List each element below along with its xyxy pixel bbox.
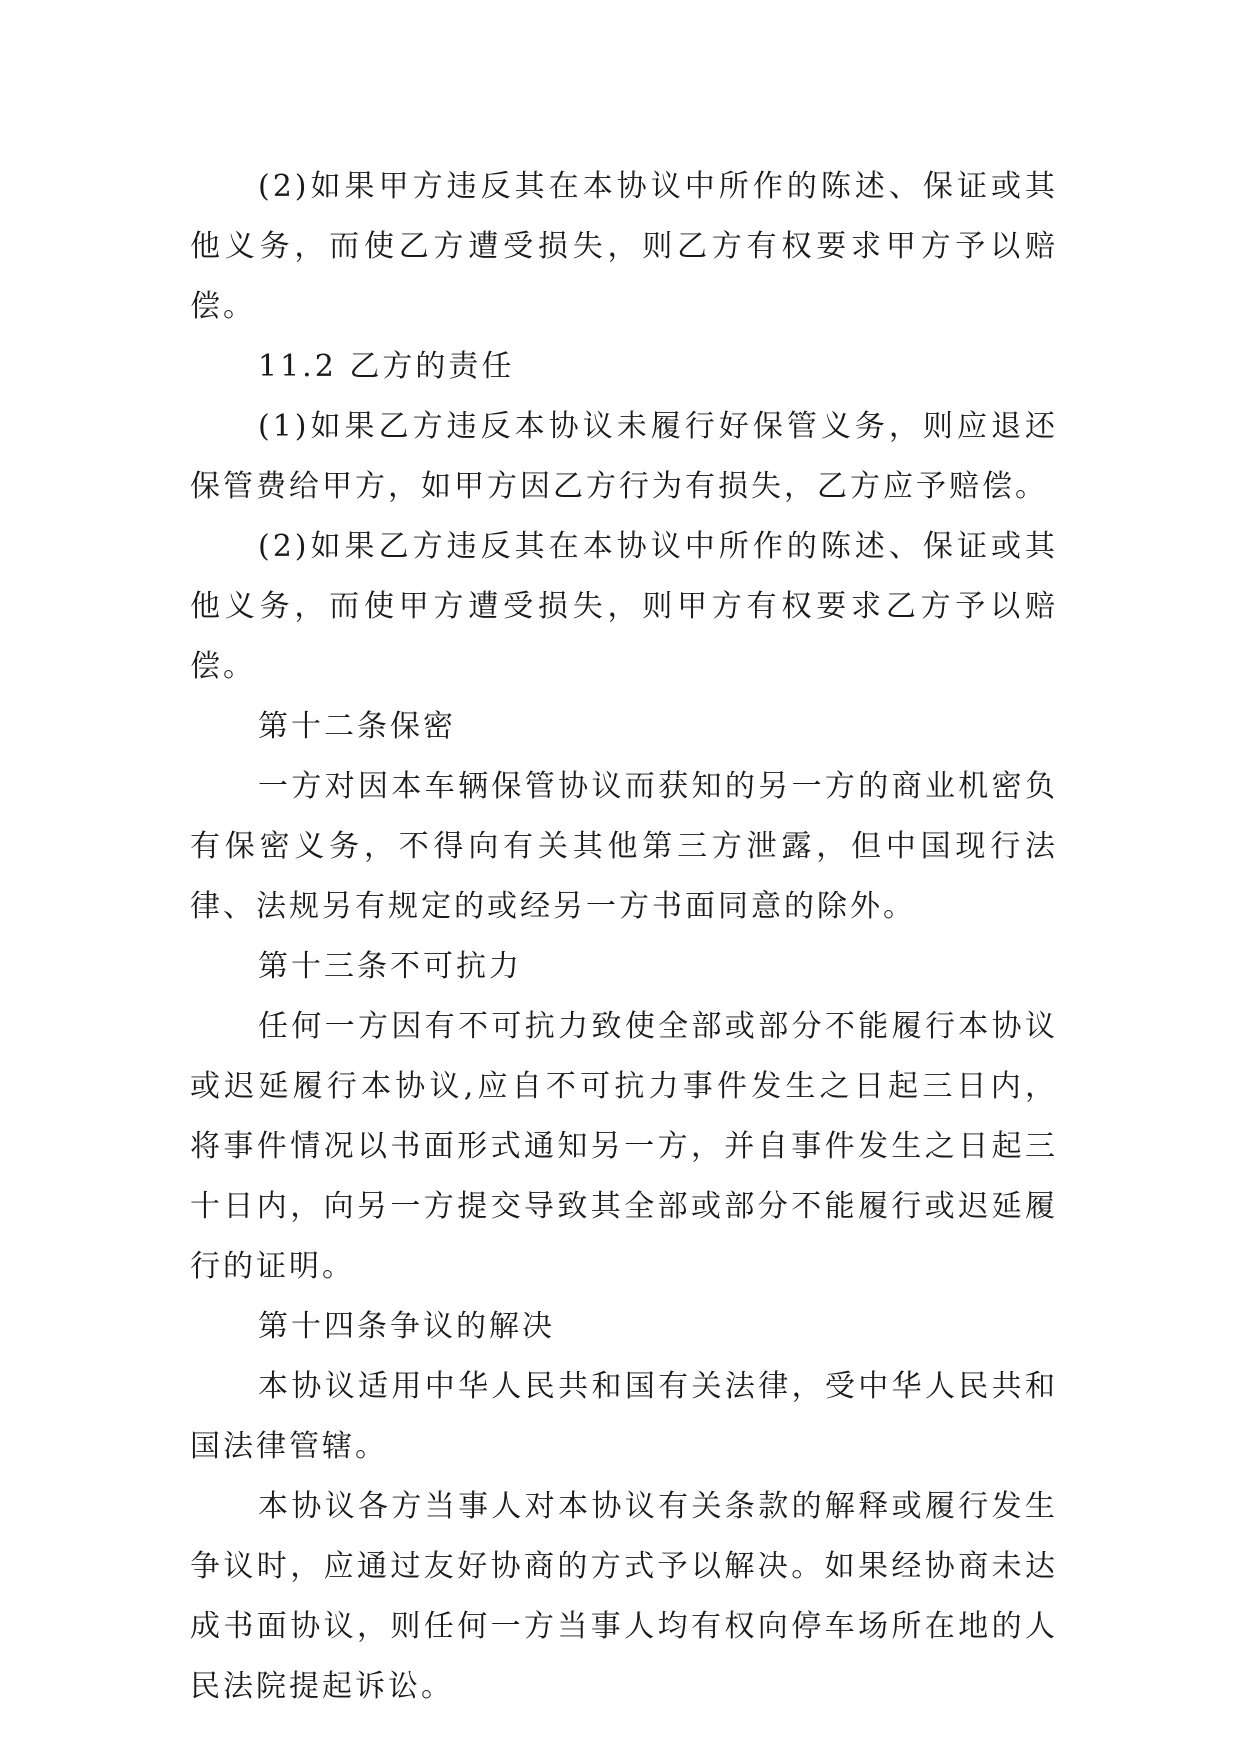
- article-13-heading: 第十三条不可抗力: [258, 949, 522, 984]
- article-13-text: 任何一方因有不可抗力致使全部或部分不能履行本协议或迟延履行本协议,应自不可抗力事件发生之日起三日内，将事件情况以书面形式通知另一方，并自事件发生之日起三十日内，向另一方提交导致其全部或部分不能履行或迟延履行的证明。: [190, 1009, 1058, 1284]
- clause-11-2-heading: 11.2 乙方的责任: [258, 349, 515, 384]
- clause-11-1-2-text: (2)如果甲方违反其在本协议中所作的陈述、保证或其他义务，而使乙方遭受损失，则乙方有权要求甲方予以赔偿。: [190, 169, 1058, 324]
- article-14-text-2: 本协议各方当事人对本协议有关条款的解释或履行发生争议时，应通过友好协商的方式予以解决。如果经协商未达成书面协议，则任何一方当事人均有权向停车场所在地的人民法院提起诉讼。: [190, 1489, 1058, 1704]
- clause-11-2-2-text: (2)如果乙方违反其在本协议中所作的陈述、保证或其他义务，而使甲方遭受损失，则甲方有权要求乙方予以赔偿。: [190, 529, 1058, 684]
- document-body: [190, 157, 1058, 1717]
- article-12-heading: 第十二条保密: [258, 709, 456, 744]
- article-14-text-1: 本协议适用中华人民共和国有关法律，受中华人民共和国法律管辖。: [190, 1369, 1058, 1464]
- clause-11-2-1-text: (1)如果乙方违反本协议未履行好保管义务，则应退还保管费给甲方，如甲方因乙方行为有损失，乙方应予赔偿。: [190, 409, 1058, 504]
- article-14-heading: 第十四条争议的解决: [258, 1309, 555, 1344]
- article-12-text: 一方对因本车辆保管协议而获知的另一方的商业机密负有保密义务，不得向有关其他第三方泄露，但中国现行法律、法规另有规定的或经另一方书面同意的除外。: [190, 769, 1058, 924]
